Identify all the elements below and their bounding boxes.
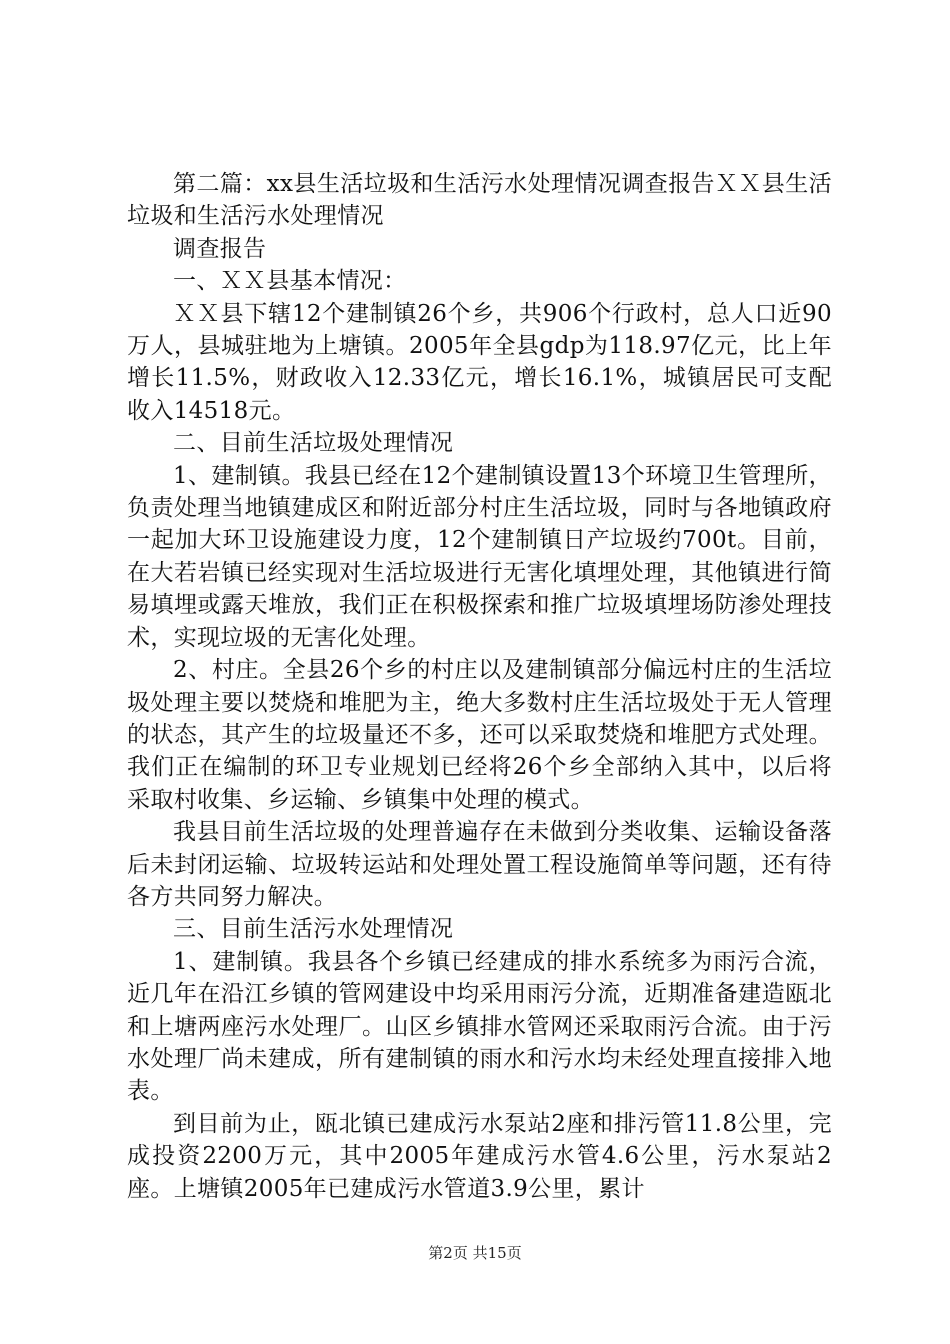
document-title: 第二篇：xx县生活垃圾和生活污水处理情况调查报告ＸＸ县生活垃圾和生活污水处理情况 (127, 171, 832, 230)
document-subtitle: 调查报告 (173, 235, 267, 262)
paragraph-sewage-towns: 1、建制镇。我县各个乡镇已经建成的排水系统多为雨污合流，近几年在沿江乡镇的管网建设中均采用雨污分流，近期准备建造瓯北和上塘两座污水处理厂。山区乡镇排水管网还采取雨污合流。由于污水处理厂尚未建成，所有建制镇的雨水和污水均未经处理直接排入地表。 (127, 948, 832, 1105)
paragraph-sewage-progress: 到目前为止，瓯北镇已建成污水泵站2座和排污管11.8公里，完成投资2200万元，其中2005年建成污水管4.6公里，污水泵站2座。上塘镇2005年已建成污水管道3.9公里，累计 (127, 1110, 832, 1202)
paragraph-garbage-villages: 2、村庄。全县26个乡的村庄以及建制镇部分偏远村庄的生活垃圾处理主要以焚烧和堆肥为主，绝大多数村庄生活垃圾处于无人管理的状态，其产生的垃圾量还不多，还可以采取焚烧和堆肥方式处理。我们正在编制的环卫专业规划已经将26个乡全部纳入其中，以后将采取村收集、乡运输、乡镇集中处理的模式。 (127, 657, 832, 813)
paragraph-garbage-towns: 1、建制镇。我县已经在12个建制镇设置13个环境卫生管理所，负责处理当地镇建成区和附近部分村庄生活垃圾，同时与各地镇政府一起加大环卫设施建设力度，12个建制镇日产垃圾约700t。目前，在大若岩镇已经实现对生活垃圾进行无害化填埋处理，其他镇进行简易填埋或露天堆放，我们正在积极探索和推广垃圾填埋场防渗处理技术，实现垃圾的无害化处理。 (127, 462, 832, 651)
document-body (127, 168, 832, 1205)
section-heading-basic-info: 一、ＸＸ县基本情况： (173, 268, 407, 295)
paragraph-basic-info: ＸＸ县下辖12个建制镇26个乡，共906个行政村，总人口近90万人，县城驻地为上塘镇。2005年全县gdp为118.97亿元，比上年增长11.5%，财政收入12.33亿元，增长16.1%，城镇居民可支配收入14518元。 (127, 300, 832, 424)
paragraph-garbage-problems: 我县目前生活垃圾的处理普遍存在未做到分类收集、运输设备落后未封闭运输、垃圾转运站和处理处置工程设施简单等问题，还有待各方共同努力解决。 (127, 819, 832, 910)
section-heading-garbage: 二、目前生活垃圾处理情况 (173, 430, 454, 457)
section-heading-sewage: 三、目前生活污水处理情况 (173, 916, 454, 943)
page-number-footer: 第2页 共15页 (428, 1244, 522, 1262)
